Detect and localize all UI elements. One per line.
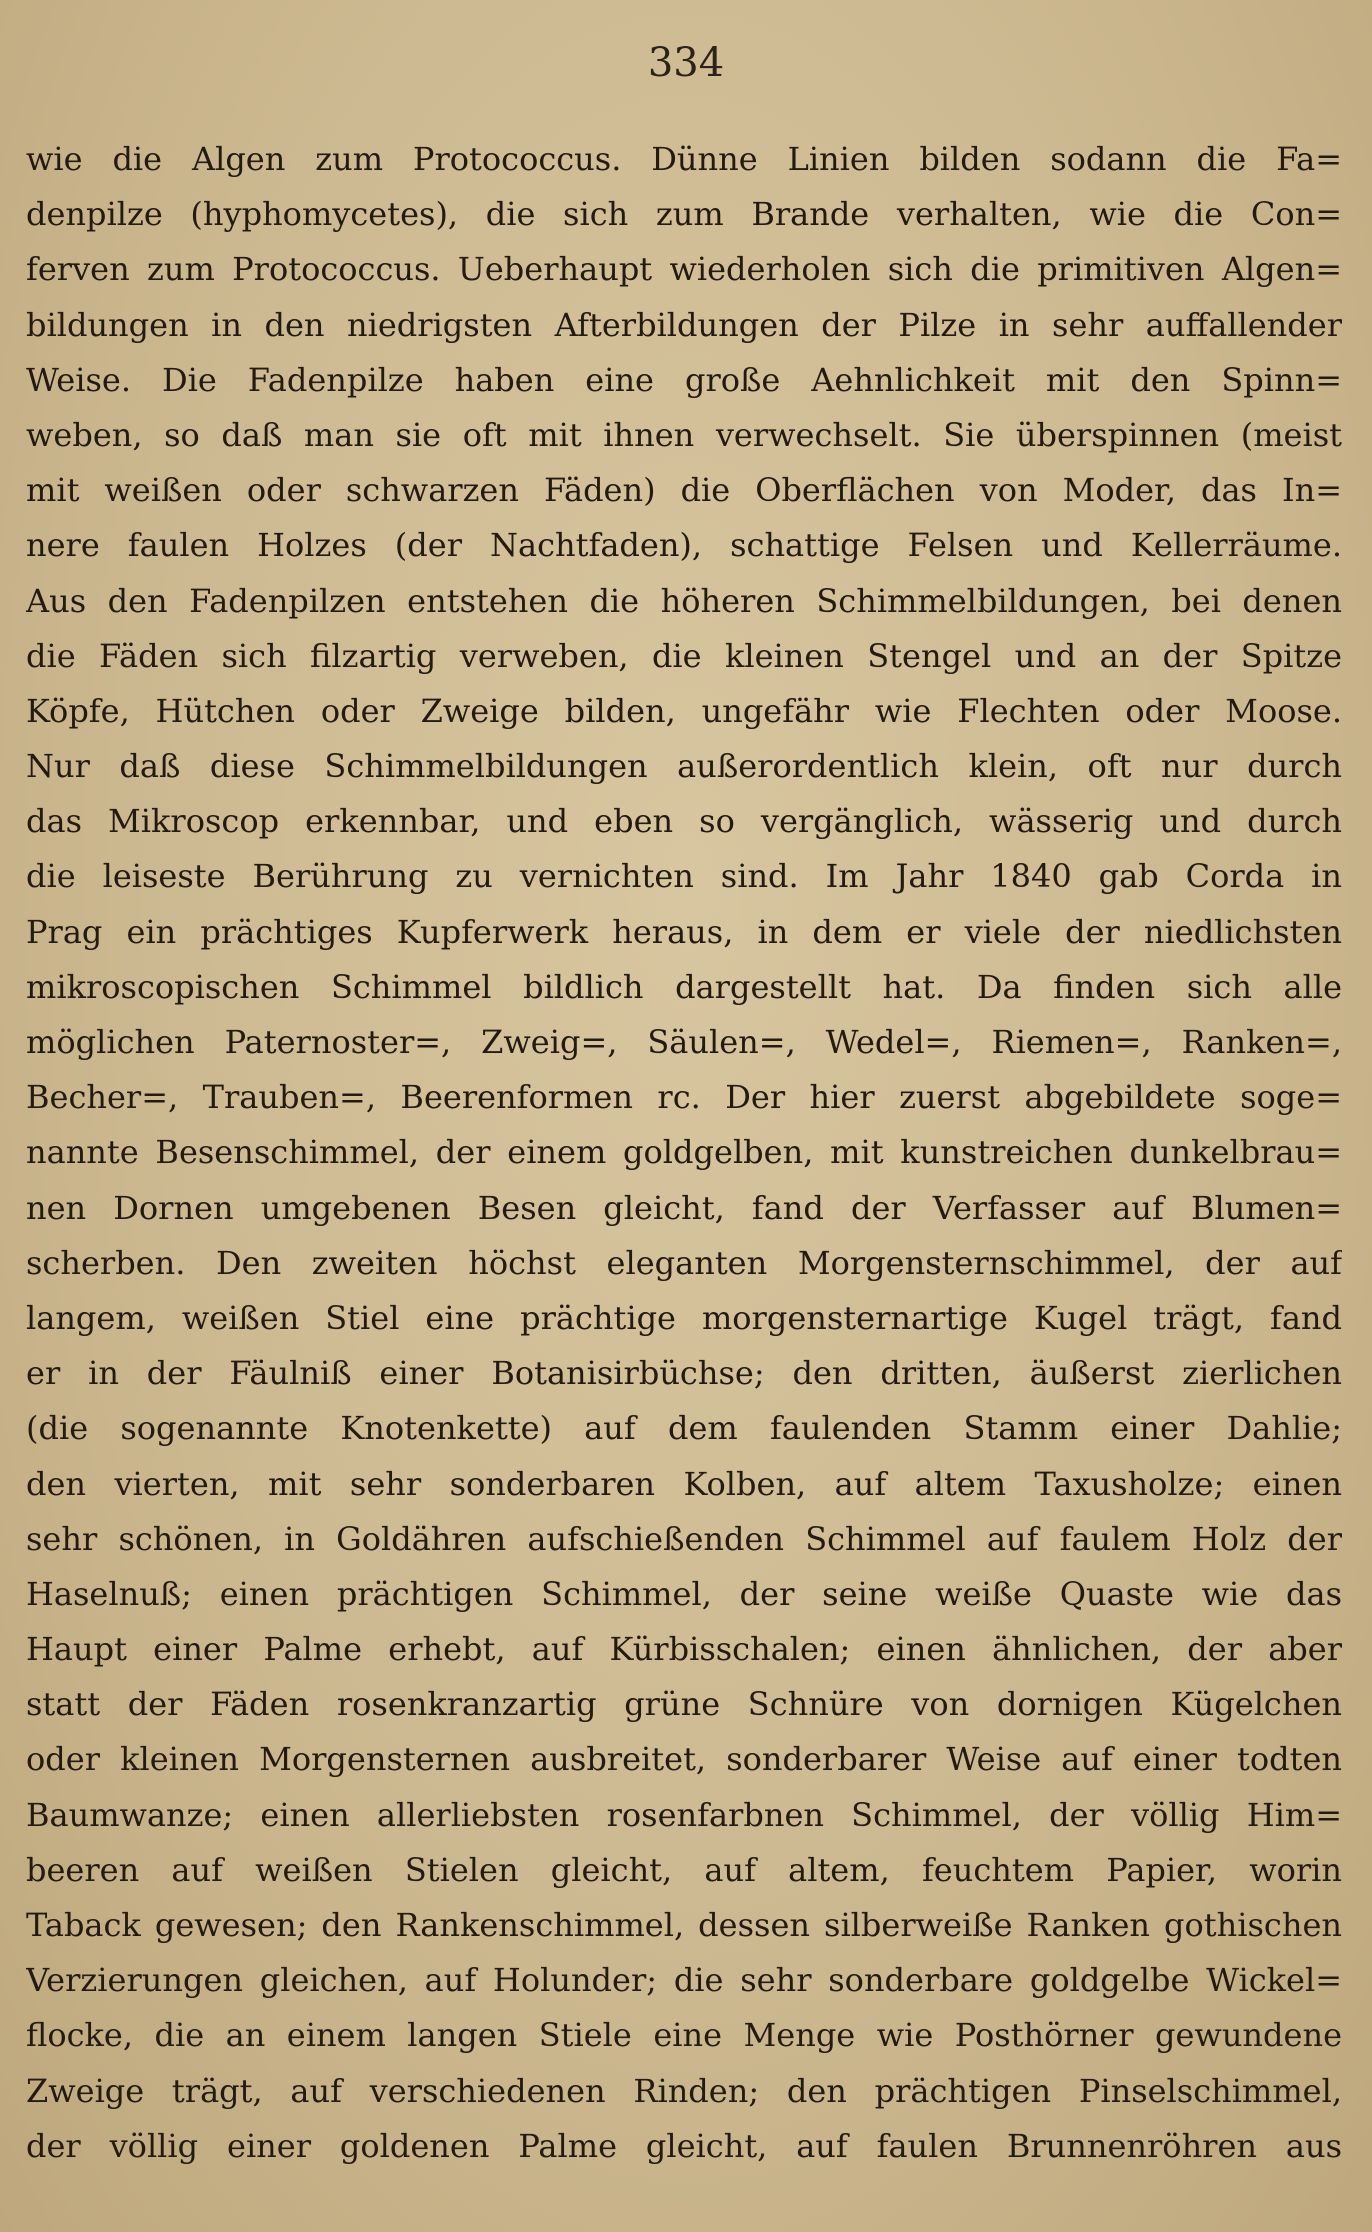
text-line: denpilze (hyphomycetes), die sich zum Brande verhalten, wie die Con= xyxy=(26,195,1342,234)
text-line: die leiseste Berührung zu vernichten sind. Im Jahr 1840 gab Corda in xyxy=(26,857,1342,896)
text-line: Weise. Die Fadenpilze haben eine große Aehnlichkeit mit den Spinn= xyxy=(26,360,1342,399)
text-line: die Fäden sich filzartig verweben, die kleinen Stengel und an der Spitze xyxy=(26,636,1342,675)
text-line: der völlig einer goldenen Palme gleicht, auf faulen Brunnenröhren aus xyxy=(26,2126,1342,2165)
text-line: er in der Fäulniß einer Botanisirbüchse; den dritten, äußerst zierlichen xyxy=(26,1354,1342,1393)
text-line: mikroscopischen Schimmel bildlich dargestellt hat. Da finden sich alle xyxy=(26,967,1342,1006)
text-line: Prag ein prächtiges Kupferwerk heraus, in dem er viele der niedlichsten xyxy=(26,912,1342,951)
text-line: ferven zum Protococcus. Ueberhaupt wiederholen sich die primitiven Algen= xyxy=(26,250,1342,289)
text-line: Nur daß diese Schimmelbildungen außerordentlich klein, oft nur durch xyxy=(26,747,1342,786)
text-line: Taback gewesen; den Rankenschimmel, dessen silberweiße Ranken gothischen xyxy=(26,1906,1342,1944)
text-line: nannte Besenschimmel, der einem goldgelben, mit kunstreichen dunkelbrau= xyxy=(26,1133,1342,1172)
text-line: nere faulen Holzes (der Nachtfaden), schattige Felsen und Kellerräume. xyxy=(26,526,1342,565)
text-line: flocke, die an einem langen Stiele eine Menge wie Posthörner gewundene xyxy=(26,2016,1342,2055)
text-line: möglichen Paternoster=, Zweig=, Säulen=, Wedel=, Riemen=, Ranken=, xyxy=(26,1023,1342,1061)
text-line: Verzierungen gleichen, auf Holunder; die sehr sonderbare goldgelbe Wickel= xyxy=(26,1961,1342,2000)
text-line: bildungen in den niedrigsten Afterbildungen der Pilze in sehr auffallender xyxy=(26,305,1342,344)
text-line: Baumwanze; einen allerliebsten rosenfarbnen Schimmel, der völlig Him= xyxy=(26,1795,1342,1834)
text-line: langem, weißen Stiel eine prächtige morgensternartige Kugel trägt, fand xyxy=(26,1298,1342,1337)
text-line: scherben. Den zweiten höchst eleganten Morgensternschimmel, der auf xyxy=(26,1243,1342,1282)
text-line: Haupt einer Palme erhebt, auf Kürbisschalen; einen ähnlichen, der aber xyxy=(26,1630,1342,1669)
text-line: (die sogenannte Knotenkette) auf dem faulenden Stamm einer Dahlie; xyxy=(26,1409,1342,1448)
text-line: Aus den Fadenpilzen entstehen die höheren Schimmelbildungen, bei denen xyxy=(26,581,1342,620)
text-line: sehr schönen, in Goldähren aufschießenden Schimmel auf faulem Holz der xyxy=(26,1519,1342,1558)
text-line: statt der Fäden rosenkranzartig grüne Schnüre von dornigen Kügelchen xyxy=(26,1685,1342,1724)
text-line: wie die Algen zum Protococcus. Dünne Linien bilden sodann die Fa= xyxy=(26,140,1342,178)
page-number: 334 xyxy=(647,40,725,86)
text-line: Köpfe, Hütchen oder Zweige bilden, ungefähr wie Flechten oder Moose. xyxy=(26,691,1342,730)
text-line: Becher=, Trauben=, Beerenformen rc. Der hier zuerst abgebildete soge= xyxy=(26,1078,1342,1117)
text-line: beeren auf weißen Stielen gleicht, auf altem, feuchtem Papier, worin xyxy=(26,1850,1342,1889)
text-line: den vierten, mit sehr sonderbaren Kolben, auf altem Taxusholze; einen xyxy=(26,1464,1342,1503)
text-line: mit weißen oder schwarzen Fäden) die Oberflächen von Moder, das In= xyxy=(26,471,1342,510)
text-line: weben, so daß man sie oft mit ihnen verwechselt. Sie überspinnen (meist xyxy=(26,415,1342,454)
text-line: Zweige trägt, auf verschiedenen Rinden; den prächtigen Pinselschimmel, xyxy=(26,2071,1342,2110)
text-line: nen Dornen umgebenen Besen gleicht, fand der Verfasser auf Blumen= xyxy=(26,1188,1342,1227)
text-line: das Mikroscop erkennbar, und eben so vergänglich, wässerig und durch xyxy=(26,802,1342,841)
body-text xyxy=(26,132,1342,2174)
text-line: Haselnuß; einen prächtigen Schimmel, der seine weiße Quaste wie das xyxy=(26,1574,1342,1613)
text-line: oder kleinen Morgensternen ausbreitet, sonderbarer Weise auf einer todten xyxy=(26,1740,1342,1779)
